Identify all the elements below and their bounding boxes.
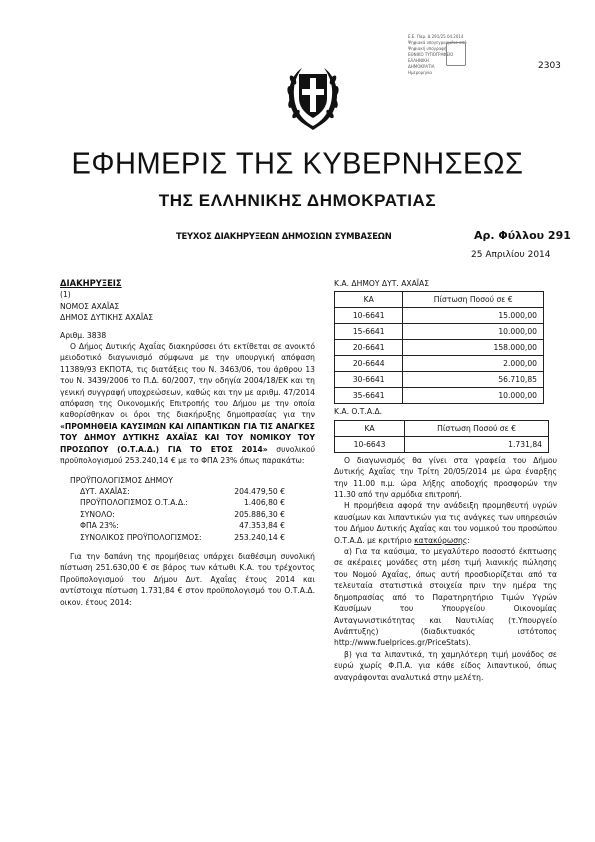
table-row	[335, 340, 544, 356]
stamp-line: ΕΛΛΗΝΙΚΗ	[408, 58, 429, 63]
budget-title: ΠΡΟΫΠΟΛΟΓΙΣΜΟΣ ΔΗΜΟΥ	[70, 475, 173, 485]
paragraph-text: :	[467, 535, 470, 545]
budget-label: ΣΥΝΟΛΙΚΟΣ ΠΡΟΫΠΟΛΟΓΙΣΜΟΣ:	[80, 532, 202, 542]
award-criterion: κατακύρωσης	[414, 535, 468, 545]
issue-sheet-number: Αρ. Φύλλου 291	[474, 229, 571, 242]
table-header-cell: ΚΑ	[335, 420, 405, 436]
budget-row	[60, 520, 315, 531]
budget-row	[60, 486, 315, 497]
table-cell: 10.000,00	[403, 324, 544, 340]
table-cell: 10-6643	[335, 436, 405, 452]
budget-label: ΦΠΑ 23%:	[80, 521, 119, 531]
otad-codes-title: Κ.Α. Ο.Τ.Α.Δ.	[334, 407, 383, 417]
budget-label: ΔΥΤ. ΑΧΑΪΑΣ:	[80, 486, 130, 496]
stamp-line: Ημερομηνία	[408, 70, 433, 75]
left-column	[60, 278, 315, 608]
criteria-paragraph	[334, 500, 557, 546]
budget-value: 253.240,14 €	[234, 532, 285, 542]
paragraph-text: Ο Δήμος Δυτικής Αχαΐας διακηρύσσει ότι εκτίθεται σε ανοικτό μειοδοτικό διαγωνισμό σύμφωνα με την υπουργική απόφαση 11389/93 ΕΚΠΟΤΑ, τις διατάξεις του Ν. 3463/06, του άρθρου 13 του Ν. 3439/2006 το Π.Δ. 60/2007, την οδηγία 2004/18/ΕΚ και τη γενική συγγραφή υποχρεώσεων, καθώς και την με αριθμ. 47/2014 απόφαση της Οικονομικής Επιτροπής του Δήμου με την οποία καθορίσθηκαν οι όροι της διακήρυξης δημοπρασίας για την	[60, 342, 315, 420]
table-row	[335, 436, 549, 452]
stamp-line: Ψηφιακά υπογεγραμμένο από	[408, 40, 467, 45]
table-cell: 10-6641	[335, 308, 403, 324]
prefecture-name: ΝΟΜΟΣ ΑΧΑΪΑΣ	[60, 301, 120, 311]
funding-paragraph: Για την δαπάνη της προμήθειας υπάρχει διαθέσιμη συνολική πίστωση 251.630,00 € σε βάρος των κάτωθι Κ.Α. του τρέχοντος Προϋπολογισμού του Δήμου Δυτ. Αχαΐας έτους 2014 και αντίστοιχα πίστωση 1.731,84 € στον προϋπολογισμό του Ο.Τ.Α.Δ. οικον. έτους 2014:	[60, 551, 315, 607]
fuel-criterion-paragraph: α) Για τα καύσιμα, το μεγαλύτερο ποσοστό έκπτωσης σε ακέραιες μονάδες στη μέση τιμή λιανικής πώλησης του Νομού Αχαΐας, όπως αυτή προσδιορίζεται από τα τελευταία στατιστικά στοιχεία πριν την ημέρα της δημοπρασίας από το Παρατηρητήριο Τιμών Υγρών Καυσίμων του Υπουργείου Οικονομίας Ανταγωνιστικότητας και Ναυτιλίας (τ.Υπουργείο Ανάπτυξης) (διαδικτυακός ιστότοπος http://www.fuelprices.gr/PriceStats).	[334, 547, 557, 648]
protocol-number: Αριθμ. 3838	[60, 330, 107, 340]
table-cell: 30-6641	[335, 372, 403, 388]
right-column	[334, 278, 557, 683]
budget-value: 1.406,80 €	[243, 498, 285, 508]
table-cell: 15.000,00	[403, 308, 544, 324]
gazette-subtitle: ΤΗΣ ΕΛΛΗΝΙΚΗΣ ΔΗΜΟΚΡΑΤΙΑΣ	[158, 191, 437, 210]
municipality-name: ΔΗΜΟΣ ΔΥΤΙΚΗΣ ΑΧΑΪΑΣ	[60, 313, 154, 323]
page-number: 2303	[538, 61, 561, 71]
table-cell: 1.731,84	[405, 436, 549, 452]
table-row	[335, 324, 544, 340]
budget-value: 205.886,30 €	[234, 509, 285, 519]
announcement-paragraph	[60, 341, 315, 466]
table-row	[335, 308, 544, 324]
paragraph-text: συνολικού προϋπολογισμού 253.240,14 € με το ΦΠΑ 23% όπως παρακάτω:	[60, 444, 315, 466]
table-cell: 20-6641	[335, 340, 403, 356]
digital-signature-stamp	[408, 34, 480, 76]
tender-date-paragraph: Ο διαγωνισμός θα γίνει στα γραφεία του Δήμου Δυτικής Αχαΐας την Τρίτη 20/05/2014 με ώρα έναρξης την 11.00 π.μ. ώρα λήξης αποδοχής προσφορών την 11.30 από την αρμόδια επιτροπή.	[334, 455, 557, 500]
table-header-cell: ΚΑ	[335, 292, 403, 308]
budget-label: ΠΡΟΫΠΟΛΟΓΙΣΜΟΣ Ο.Τ.Α.Δ.:	[80, 498, 188, 508]
table-cell: 10.000,00	[403, 388, 544, 404]
gazette-title: ΕΦΗΜΕΡΙΣ ΤΗΣ ΚΥΒΕΡΝΗΣΕΩΣ	[71, 147, 524, 181]
table-header-cell: Πίστωση Ποσού σε €	[405, 420, 549, 436]
budget-row	[60, 532, 315, 543]
stamp-line: ΕΘΝΙΚΟ ΤΥΠΟΓΡΑΦΕΙΟ	[408, 52, 454, 57]
table-cell: 158.000,00	[403, 340, 544, 356]
section-heading: ΔΙΑΚΗΡΥΞΕΙΣ	[60, 278, 122, 288]
budget-value: 204.479,50 €	[234, 486, 285, 496]
issue-series: ΤΕΥΧΟΣ ΔΙΑΚΗΡΥΞΕΩΝ ΔΗΜΟΣΙΩΝ ΣΥΜΒΑΣΕΩΝ	[176, 231, 392, 241]
tender-subject: «ΠΡΟΜΗΘΕΙΑ ΚΑΥΣΙΜΩΝ ΚΑΙ ΛΙΠΑΝΤΙΚΩΝ ΓΙΑ ΤΙΣ ΑΝΑΓΚΕΣ ΤΟΥ ΔΗΜΟΥ ΔΥΤΙΚΗΣ ΑΧΑΪΑΣ ΚΑΙ ΤΟΥ ΝΟΜΙΚΟΥ ΤΟΥ ΠΡΟΣΩΠΟΥ (Ο.Τ.Α.Δ.) ΓΙΑ ΤΟ ΕΤΟΣ 2014»	[60, 421, 315, 454]
lubricant-criterion-paragraph: β) για τα λιπαντικά, τη χαμηλότερη τιμή μονάδος σε ευρώ χωρίς Φ.Π.Α. για κάθε είδος λιπαντικού, όπως αναγράφονται αναλυτικά στην μελέτη.	[334, 649, 557, 682]
budget-row	[60, 497, 315, 508]
table-cell: 20-6644	[335, 356, 403, 372]
budget-list	[60, 486, 315, 543]
table-header-row	[335, 292, 544, 308]
table-row	[335, 372, 544, 388]
table-cell: 56.710,85	[403, 372, 544, 388]
table-cell: 15-6641	[335, 324, 403, 340]
greek-coat-of-arms-icon	[284, 58, 342, 132]
budget-row	[60, 509, 315, 520]
stamp-line: ΔΗΜΟΚΡΑΤΙΑ	[408, 64, 435, 69]
table-row	[335, 388, 544, 404]
stamp-line: Ε.Ε. Παρ. Δ 291/25.04.2014	[408, 34, 464, 39]
otad-codes-table	[334, 420, 549, 453]
municipality-codes-title: Κ.Α. ΔΗΜΟΥ ΔΥΤ. ΑΧΑΪΑΣ	[334, 279, 430, 288]
signature-seal-icon	[446, 42, 466, 66]
announcement-ref: (1)	[60, 290, 71, 300]
stamp-line: Ψηφιακή υπογραφή	[408, 46, 447, 51]
table-row	[335, 356, 544, 372]
budget-value: 47.353,84 €	[239, 521, 285, 531]
table-cell: 2.000,00	[403, 356, 544, 372]
issue-date: 25 Απριλίου 2014	[471, 250, 551, 260]
table-header-row	[335, 420, 549, 436]
table-cell: 35-6641	[335, 388, 403, 404]
municipality-codes-table	[334, 291, 544, 404]
budget-label: ΣΥΝΟΛΟ:	[80, 509, 115, 519]
paragraph-text: Η προμήθεια αφορά την ανάδειξη προμηθευτή υγρών καυσίμων και λιπαντικών για τις ανάγκες των υπηρεσιών του Δήμου Δυτικής Αχαΐας και του νομικού του προσώπου Ο.Τ.Α.Δ. με κριτήριο	[334, 501, 557, 545]
table-header-cell: Πίστωση Ποσού σε €	[403, 292, 544, 308]
